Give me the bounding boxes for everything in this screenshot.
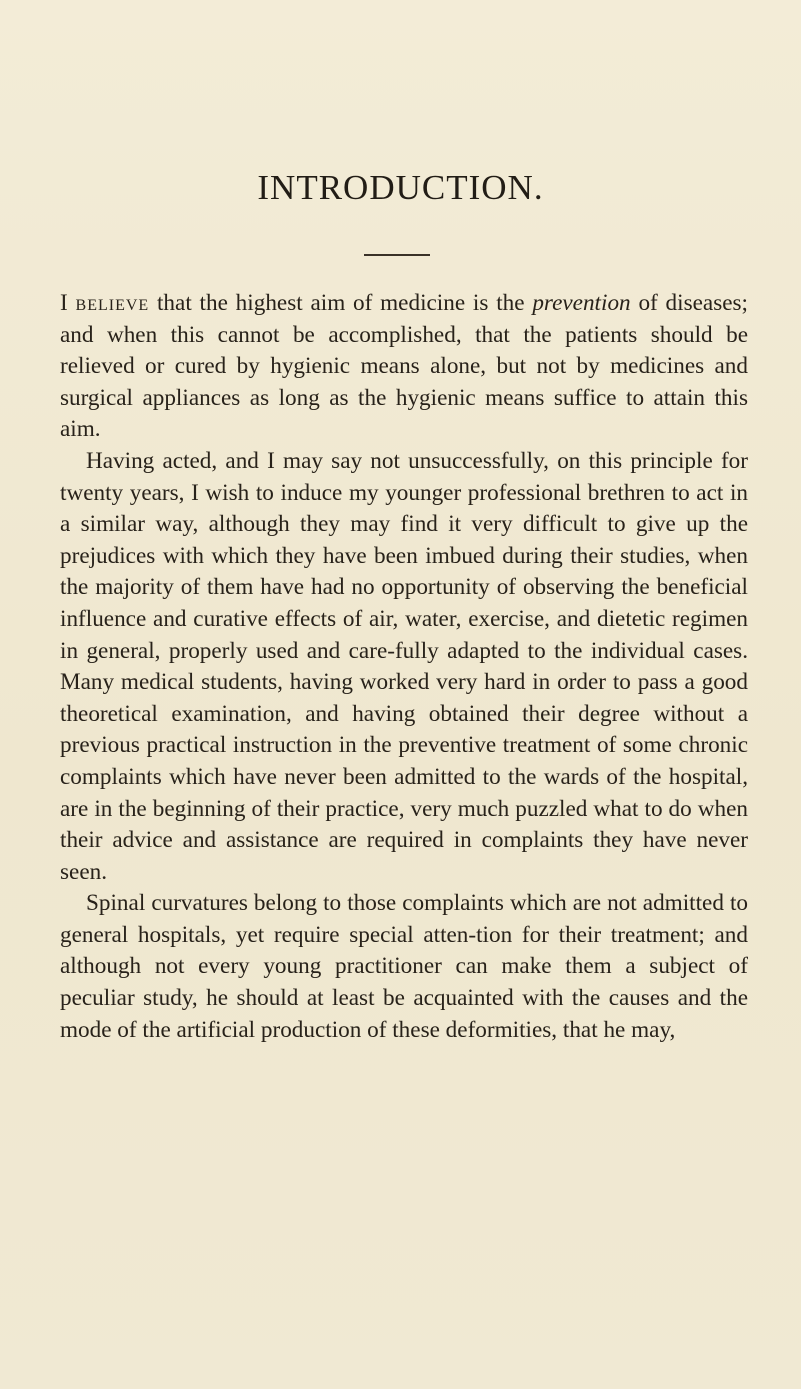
paragraph-2: Having acted, and I may say not unsuccessfully, on this principle for twenty years, I wish to induce my younger professional brethren to act in a similar way, although they may find it very difficult to give up the prejudices with which they have been imbued during their studies, when the majority of them have had no opportunity of observing the beneficial influence and curative effects of air, water, exercise, and dietetic regimen in general, properly used and care-fully adapted to the individual cases. Many medical students, having worked very hard in order to pass a good theoretical examination, and having obtained their degree without a previous practical instruction in the preventive treatment of some chronic complaints which have never been admitted to the wards of the hospital, are in the beginning of their practice, very much puzzled what to do when their advice and assistance are required in complaints they have never seen. <box>60 447 748 885</box>
lead-smallcaps: believe <box>75 290 150 316</box>
paragraph-3: Spinal curvatures belong to those complaints which are not admitted to general hospitals, yet require special atten-tion for their treatment; and although not every young practitioner can make them a subject of peculiar study, he should at least be acquainted with the causes and the mode of the artificial production of these deformities, that he may, <box>60 890 748 1043</box>
paragraph-1 <box>60 288 748 446</box>
title-rule <box>364 254 430 256</box>
chapter-title: INTRODUCTION. <box>257 168 544 207</box>
lead-initial: I <box>60 290 76 316</box>
body-text <box>60 288 748 1046</box>
paragraph-1-part-2: of diseases; and when this cannot be accomplished, that the patients should be relieved or cured by hygienic means alone, but not by medicines and surgical appliances as long as the hygienic means suffice to attain this aim. <box>60 290 748 443</box>
italic-emphasis: prevention <box>532 290 631 316</box>
paragraph-1-part-1: that the highest aim of medicine is the <box>149 290 533 316</box>
